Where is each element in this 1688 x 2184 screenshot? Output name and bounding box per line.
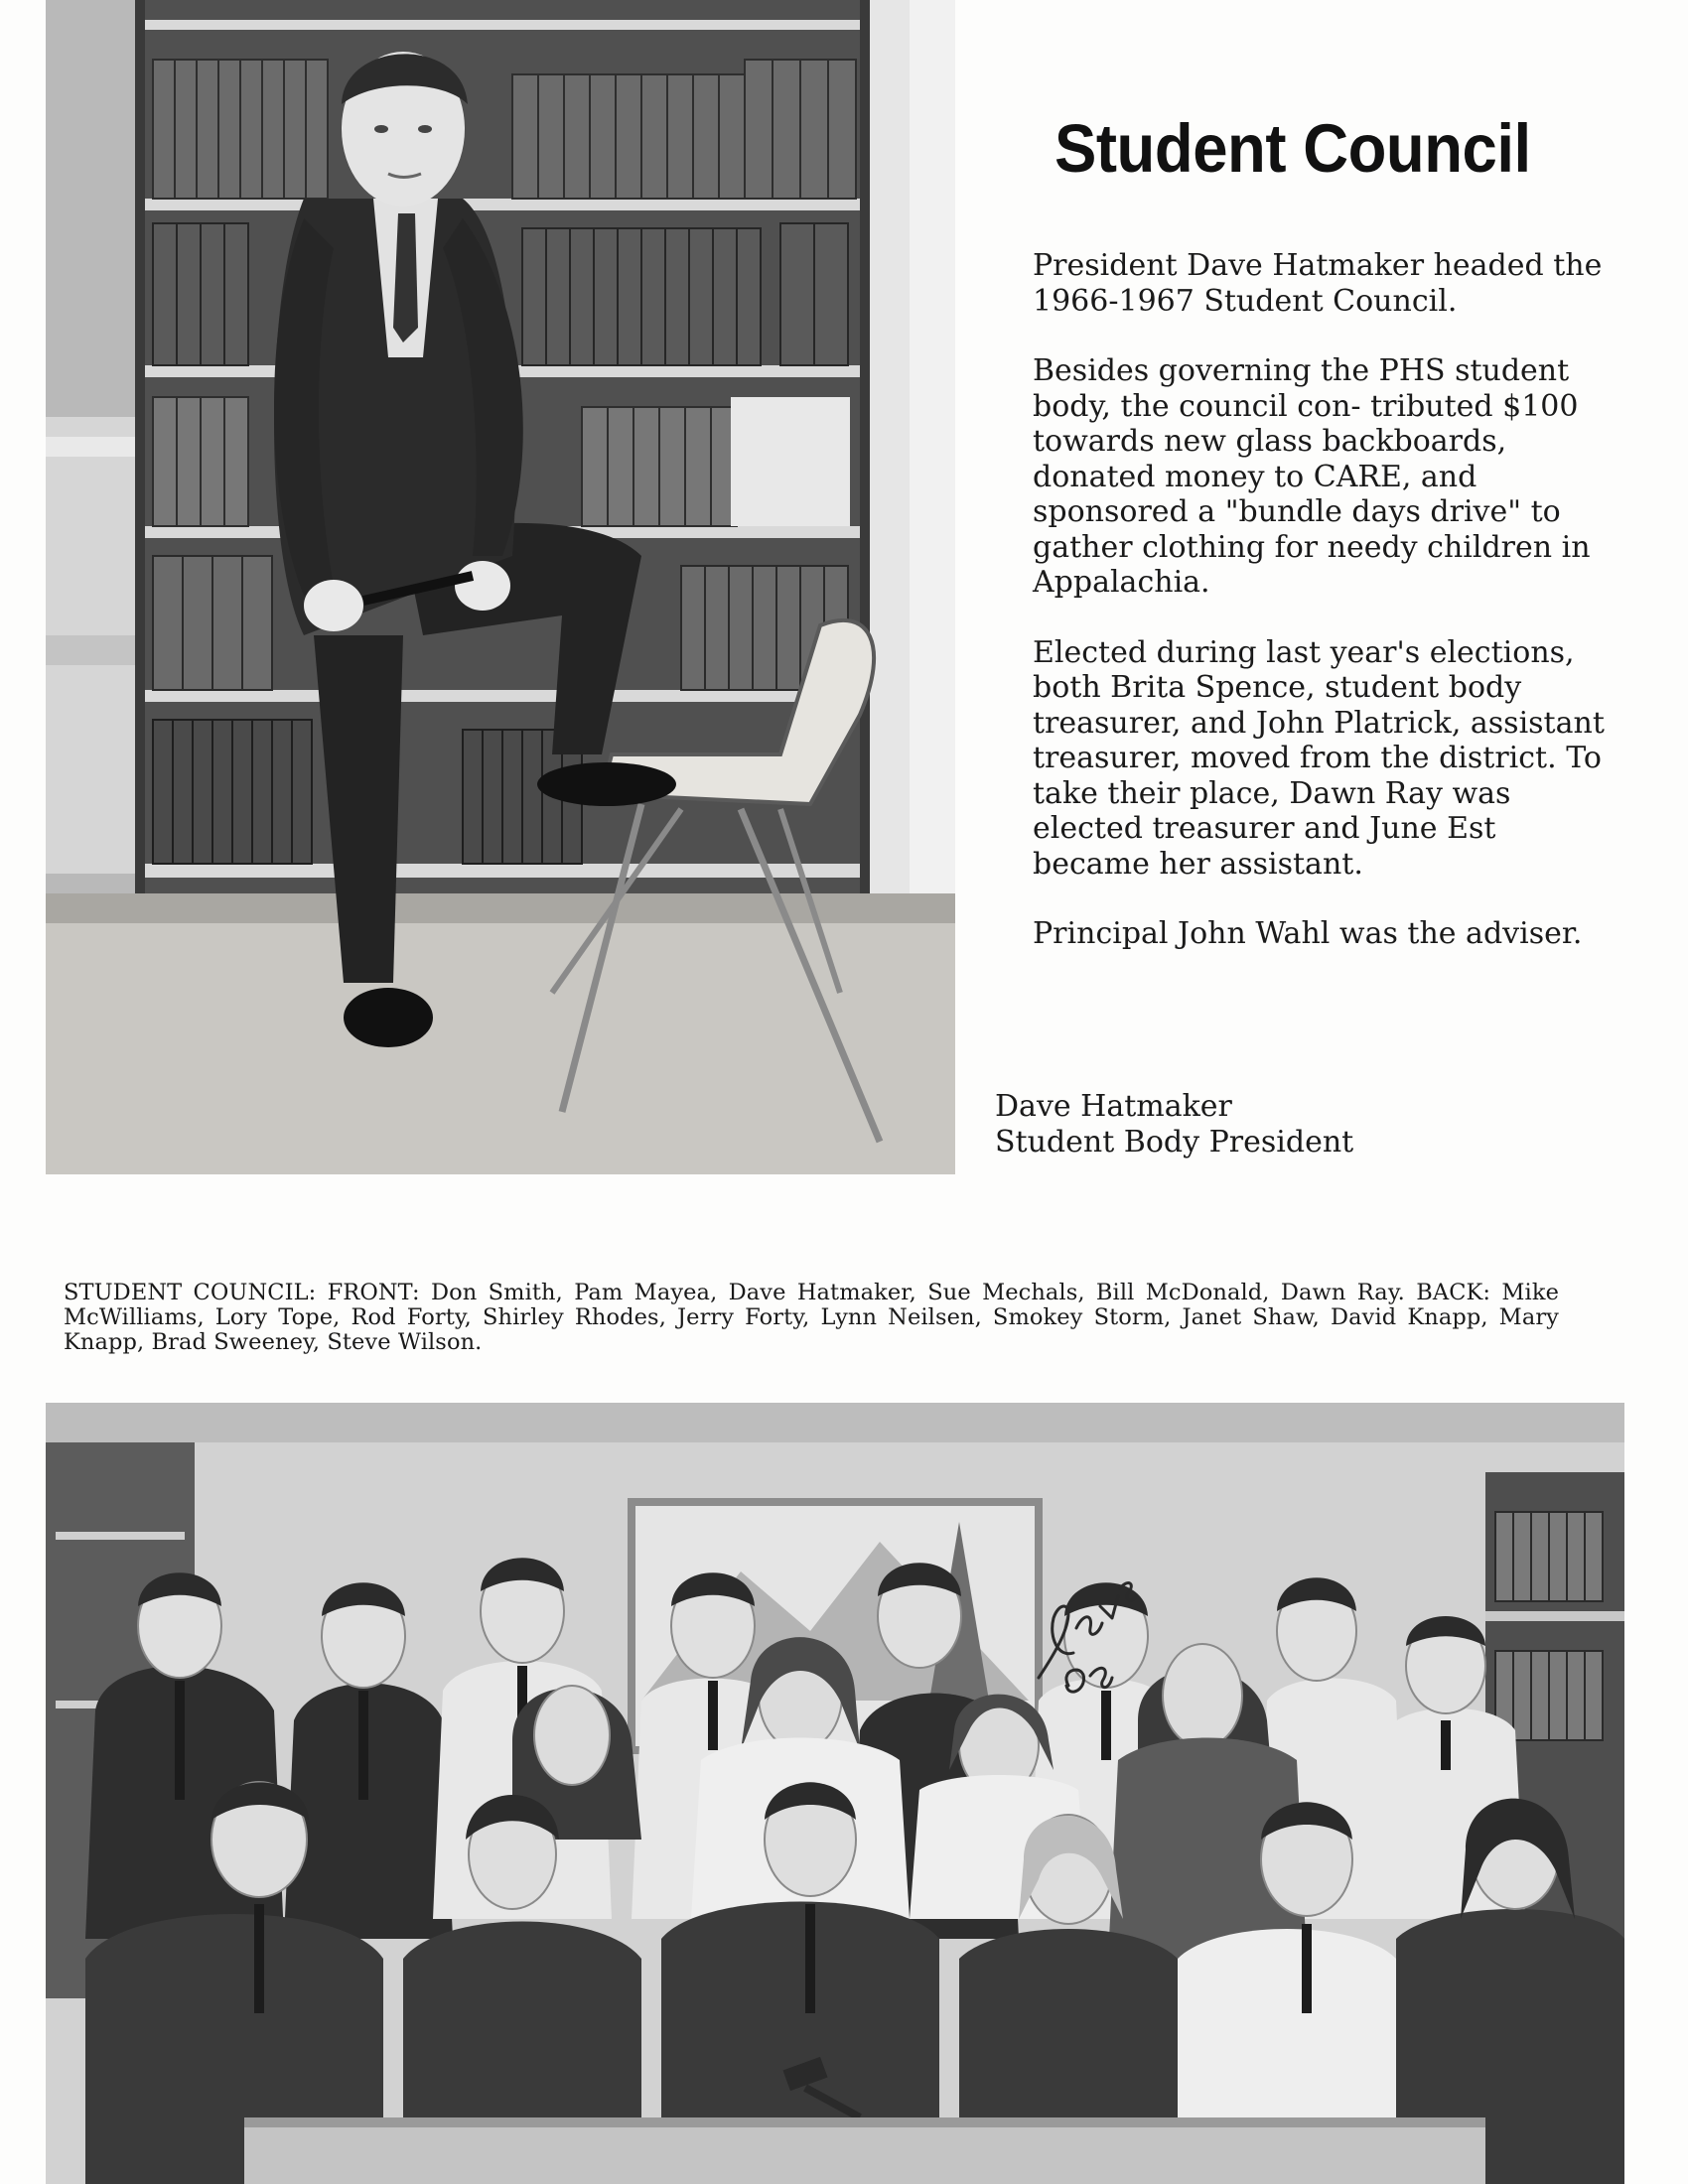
group-photo-caption: STUDENT COUNCIL: FRONT: Don Smith, Pam Mayea, Dave Hatmaker, Sue Mechals, Bill McDonald, Dawn Ray. BACK: Mike McWilliams, Lory Tope, Rod Forty, Shirley Rhodes, Jerry Forty, Lynn Neilsen, Smokey Storm, Janet Shaw, David Knapp, Mary Knapp, Brad Sweeney, Steve Wilson. [64,1280,1559,1355]
article-paragraph: President Dave Hatmaker headed the 1966-1967 Student Council. [1033,248,1603,319]
page-title: Student Council [1055,110,1531,187]
autograph-signature [1029,1559,1138,1698]
article-paragraph: Principal John Wahl was the adviser. [1033,916,1583,951]
article-paragraph: Besides governing the PHS student body, the council con- tributed $100 towards new glass backboards, donated money to CARE, and sponsored a "bundle days drive" to gather clothing for needy children in Appalachia. [1033,353,1591,600]
article-body [1033,248,1618,987]
president-name: Dave Hatmaker [995,1089,1232,1124]
president-photo-illustration [46,0,955,1174]
group-photo-illustration [46,1403,1624,2184]
president-photo [46,0,955,1174]
president-role: Student Body President [995,1125,1354,1160]
group-photo [46,1403,1624,2184]
article-paragraph: Elected during last year's elections, both Brita Spence, student body treasurer, and John Platrick, assistant treasurer, moved from the district. To take their place, Dawn Ray was elected treasurer and June Est became her assistant. [1033,634,1605,882]
president-photo-caption [995,1089,1591,1160]
